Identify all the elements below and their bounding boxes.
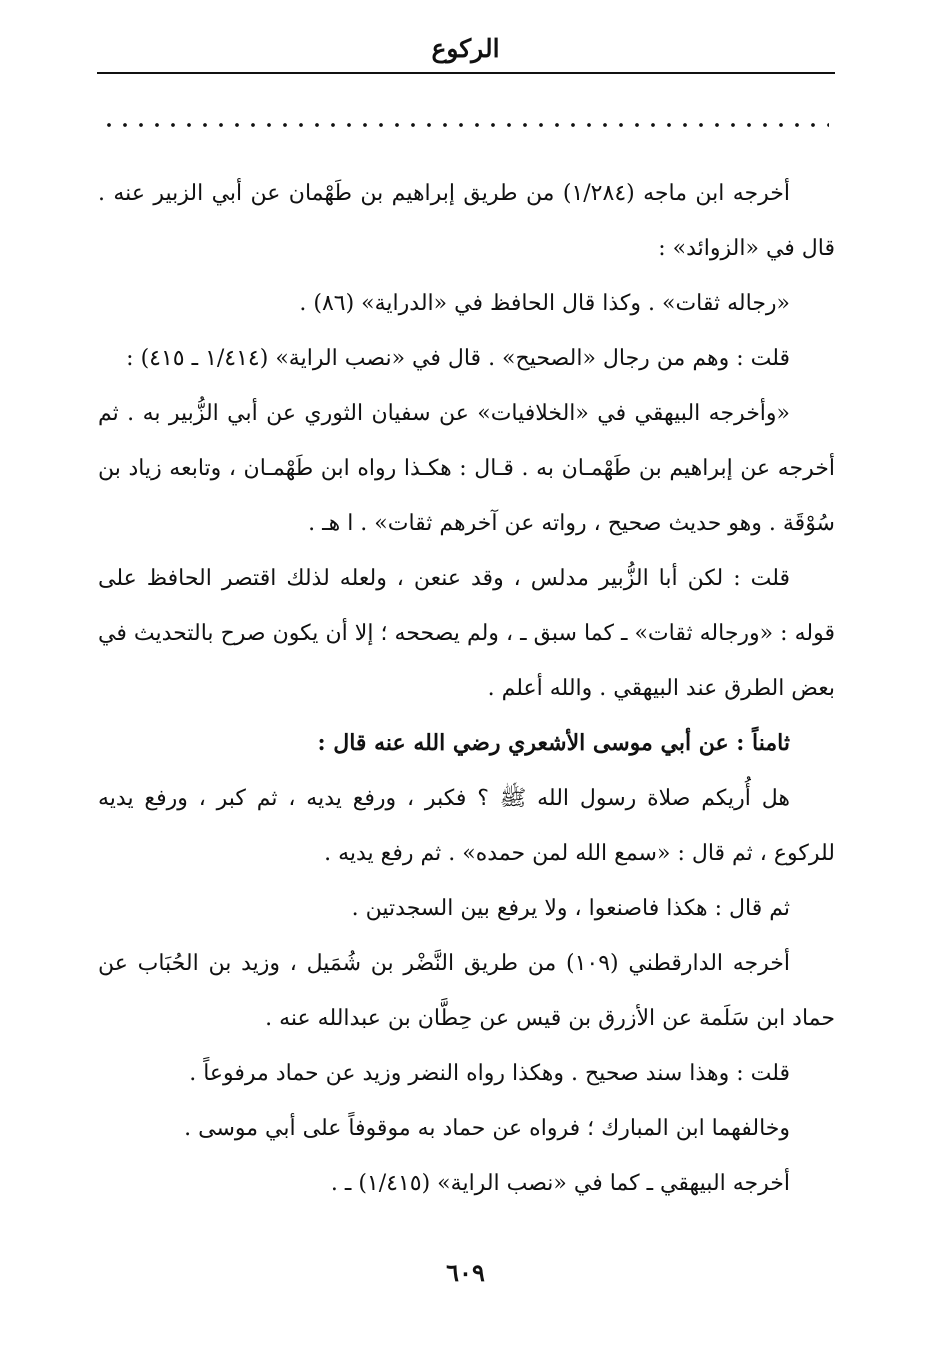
dotted-separator	[101, 122, 829, 128]
paragraph-ibn-majah: أخرجه ابن ماجه (١/٢٨٤) من طريق إبراهيم بن طَهْمان عن أبي الزبير عنه . قال في «الزوائد» :	[98, 181, 835, 261]
header-rule	[97, 72, 835, 74]
section-heading-eighth: ثامناً : عن أبي موسى الأشعري رضي الله عنه قال :	[317, 730, 790, 756]
paragraph-sahih-sanad: قلت : وهذا سند صحيح . وهكذا رواه النضر وزيد عن حماد مرفوعاً .	[189, 1061, 790, 1086]
paragraph-sahih-men: قلت : وهم من رجال «الصحيح» . قال في «نصب الراية» (١/٤١٤ ـ ٤١٥) :	[126, 346, 790, 371]
paragraph-bayhaqi-khilafiyat: «وأخرجه البيهقي في «الخلافيات» عن سفيان الثوري عن أبي الزُّبير به . ثم أخرجه عن إبراهيم بن طَهْمـان به . قـال : هكـذا رواه ابن طَهْمـان ، وتابعه زياد بن سُوْقَة . وهو حديث صحيح ، رواته عن آخرهم ثقات» . ا هـ .	[98, 401, 835, 536]
paragraph-ibn-mubarak: وخالفهما ابن المبارك ؛ فرواه عن حماد به موقوفاً على أبي موسى .	[184, 1116, 790, 1141]
running-head: الركوع	[431, 34, 500, 63]
paragraph-hadith-end: ثم قال : هكذا فاصنعوا ، ولا يرفع بين السجدتين .	[351, 896, 790, 921]
page-number: ٦٠٩	[446, 1258, 485, 1287]
paragraph-daraqutni: أخرجه الدارقطني (١٠٩) من طريق النَّضْر بن شُمَيل ، وزيد بن الحُبَاب عن حماد ابن سَلَمة عن الأزرق بن قيس عن حِطَّان بن عبدالله عنه .	[98, 951, 835, 1031]
paragraph-rijal-thiqat: «رجاله ثقات» . وكذا قال الحافظ في «الدراية» (٨٦) .	[299, 291, 790, 316]
paragraph-abu-zubayr-mudallis: قلت : لكن أبا الزُّبير مدلس ، وقد عنعن ، ولعله لذلك اقتصر الحافظ على قوله : «ورجاله ثقات» ـ كما سبق ـ ، ولم يصححه ؛ إلا أن يكون صرح بالتحديث في بعض الطرق عند البيهقي . والله أعلم .	[98, 566, 835, 701]
paragraph-hadith-text: هل أُريكم صلاة رسول الله ﷺ ؟ فكبر ، ورفع يديه ، ثم كبر ، ورفع يديه للركوع ، ثم قال : «سمع الله لمن حمده» . ثم رفع يديه .	[98, 786, 835, 866]
main-text	[98, 166, 835, 1211]
paragraph-bayhaqi-reference: أخرجه البيهقي ـ كما في «نصب الراية» (١/٤١٥) ـ .	[330, 1171, 790, 1196]
